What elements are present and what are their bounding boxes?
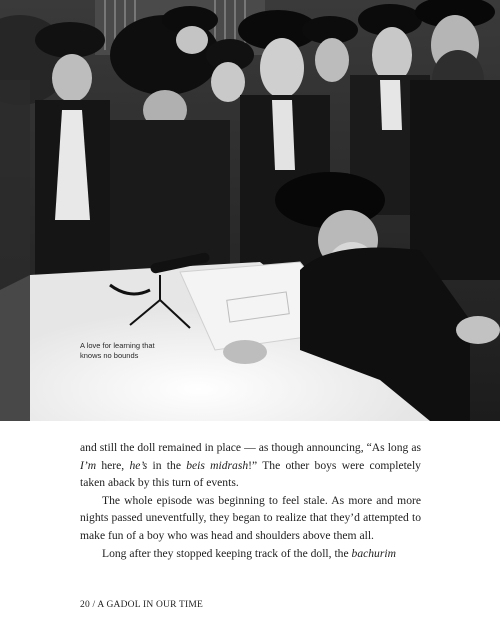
body-text [80, 439, 421, 562]
paragraph-1-text: here, [96, 458, 130, 472]
paragraph-3-text: Long after they stopped keeping track of the doll, the [102, 546, 352, 560]
paragraph-1-text: in the [147, 458, 187, 472]
paragraph-2: The whole episode was beginning to feel stale. As more and more nights passed uneventfully, they began to realize that they’d attempted to make fun of a boy who was head and shoulders above them all. [80, 493, 421, 542]
foreground-figure [0, 80, 30, 421]
emphasis-hes: he’s [129, 458, 148, 472]
emphasis-im: I’m [80, 458, 97, 472]
caption-line-1: A love for learning that [80, 341, 155, 350]
footer-separator: / [89, 600, 98, 610]
hand [456, 316, 500, 344]
running-title: A GADOL IN OUR TIME [97, 600, 204, 610]
paragraph-3 [80, 545, 421, 563]
page-footer [80, 600, 203, 610]
paragraph-1-text: !” The other boys were completely taken aback by this turn of events. [80, 458, 421, 490]
page-number: 20 [80, 600, 90, 610]
caption-line-2: knows no bounds [80, 351, 139, 360]
photo-caption [80, 341, 155, 361]
emphasis-bachurim: bachurim [351, 546, 396, 560]
paragraph-1-text: and still the doll remained in place — as though announcing, “As long as [80, 441, 421, 454]
emphasis-beis-midrash: beis midrash [186, 458, 249, 472]
paragraph-1 [80, 439, 421, 492]
